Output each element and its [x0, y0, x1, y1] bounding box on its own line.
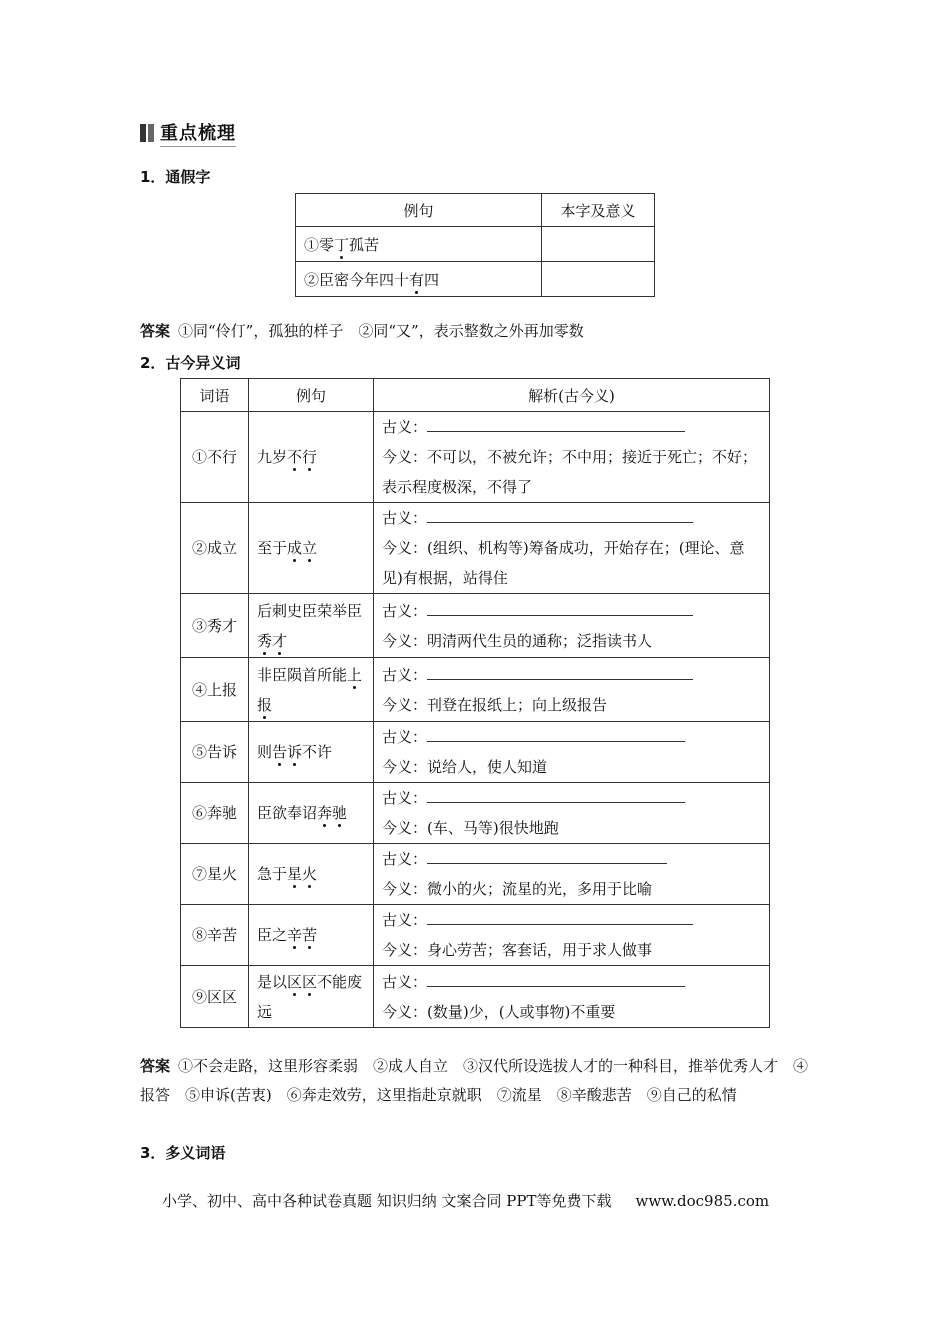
gu-line: [382, 967, 761, 997]
table-row: [296, 262, 655, 297]
jin-line: 今义：明清两代生员的通称；泛指读书人: [382, 631, 653, 650]
emphasis-char: 区: [302, 972, 318, 991]
emphasis-char: 告: [272, 743, 288, 761]
word-cell: ⑤告诉: [181, 722, 249, 783]
table-row: [181, 412, 770, 503]
col-header-meaning: 本字及意义: [542, 194, 655, 227]
jin-line: 今义：刊登在报纸上；向上级报告: [382, 695, 608, 714]
word-cell: ①不行: [181, 412, 249, 503]
emphasis-char: 上: [347, 665, 363, 684]
analysis-cell: [374, 783, 770, 844]
example-cell: ①零丁孤苦: [296, 227, 542, 262]
gu-label: 古义：: [382, 728, 428, 746]
gu-line: [382, 503, 761, 533]
tongjiazi-table: [295, 193, 655, 297]
jin-line: 今义：说给人，使人知道: [382, 758, 548, 776]
example-cell: [249, 783, 374, 844]
analysis-cell: [374, 658, 770, 722]
analysis-cell: [374, 966, 770, 1028]
answer-text: ①不会走路，这里形容柔弱 ②成人自立 ③汉代所设选拔人才的一种科目，推举优秀人才 ④报答 ⑤申诉(苦衷) ⑥奔走效劳，这里指赴京就职 ⑦流星 ⑧辛酸悲苦 ⑨自己的私情: [140, 1057, 809, 1104]
table-header-row: [181, 379, 770, 412]
section-marker-icon-secondary: [148, 124, 154, 142]
gu-label: 古义：: [382, 972, 428, 991]
word-cell: ⑦星火: [181, 844, 249, 905]
gu-label: 古义：: [382, 665, 428, 684]
table-row: [181, 658, 770, 722]
example-text-post: 不能废远: [257, 972, 363, 1021]
word-cell: ④上报: [181, 658, 249, 722]
answer-label: 答案: [140, 1057, 171, 1075]
gu-line: [382, 783, 761, 813]
analysis-cell: [374, 594, 770, 658]
emphasis-char: 丁: [334, 235, 350, 254]
word-cell: ②成立: [181, 503, 249, 594]
gu-answer-blank[interactable]: [427, 849, 667, 864]
example-cell: [249, 658, 374, 722]
gu-answer-blank[interactable]: [427, 601, 693, 616]
example-text-pre: 急于: [257, 865, 288, 883]
example-cell: [249, 966, 374, 1028]
example-cell: [249, 905, 374, 966]
analysis-cell: [374, 905, 770, 966]
gu-line: [382, 844, 761, 874]
table-header-row: [296, 194, 655, 227]
col-header-example: 例句: [249, 379, 374, 412]
gu-line: [382, 596, 761, 626]
col-header-word: 词语: [181, 379, 249, 412]
gu-label: 古义：: [382, 509, 428, 527]
gu-label: 古义：: [382, 911, 428, 929]
example-text-pre: 臣之: [257, 926, 288, 944]
example-text-pre: 则: [257, 743, 273, 761]
gu-answer-blank[interactable]: [427, 788, 685, 803]
table-row: [181, 905, 770, 966]
gu-answer-blank[interactable]: [427, 508, 693, 523]
example-cell: [249, 722, 374, 783]
example-cell: [249, 844, 374, 905]
example-cell: [249, 503, 374, 594]
section-marker-icon: [140, 124, 146, 142]
gu-answer-blank[interactable]: [427, 665, 693, 680]
emphasis-char: 成: [287, 539, 303, 557]
analysis-cell: [374, 722, 770, 783]
answer-blank-cell[interactable]: [542, 262, 655, 297]
jin-line: 今义：身心劳苦；客套话，用于求人做事: [382, 941, 653, 959]
example-text-pre: 后刺史臣荣举臣: [257, 601, 363, 620]
jin-line: 今义：(数量)少，(人或事物)不重要: [382, 1002, 616, 1021]
analysis-cell: [374, 412, 770, 503]
table-row: [181, 722, 770, 783]
emphasis-char: 行: [302, 448, 318, 466]
word-cell: ⑨区区: [181, 966, 249, 1028]
jin-line: 今义：(车、马等)很快地跑: [382, 819, 559, 837]
table-row: [181, 783, 770, 844]
emphasis-char: 星: [287, 865, 303, 883]
example-cell: [249, 412, 374, 503]
table-row: [296, 227, 655, 262]
emphasis-char: 报: [257, 695, 273, 714]
gu-answer-blank[interactable]: [427, 417, 685, 432]
gu-answer-blank[interactable]: [427, 727, 685, 742]
gu-label: 古义：: [382, 601, 428, 620]
emphasis-char: 有: [409, 270, 425, 289]
emphasis-char: 区: [287, 972, 303, 991]
heading-duoyici: 3．多义词语: [140, 1144, 226, 1162]
example-text-pre: 非臣陨首所能: [257, 665, 348, 684]
example-cell: ②臣密今年四十有四: [296, 262, 542, 297]
table-row: [181, 966, 770, 1028]
emphasis-char: 立: [302, 539, 318, 557]
gu-line: [382, 722, 761, 752]
jin-line: 今义：不可以，不被允许；不中用；接近于死亡；不好；表示程度极深，不得了: [382, 448, 758, 496]
jin-line: 今义：微小的火；流星的光，多用于比喻: [382, 880, 653, 898]
answer-blank-cell[interactable]: [542, 227, 655, 262]
gujinyiyi-table: [180, 378, 770, 1028]
example-text-pre: 臣欲奉诏: [257, 804, 318, 822]
table-row: [181, 503, 770, 594]
answer-text: ①同“伶仃”，孤独的样子 ②同“又”，表示整数之外再加零数: [178, 322, 584, 340]
section-header: [140, 120, 236, 146]
word-cell: ③秀才: [181, 594, 249, 658]
table-row: [181, 844, 770, 905]
emphasis-char: 奔: [317, 804, 333, 822]
footer-text: 小学、初中、高中各种试卷真题 知识归纳 文案合同 PPT等免费下载: [162, 1192, 612, 1210]
gu-line: [382, 412, 761, 442]
analysis-cell: [374, 844, 770, 905]
gu-answer-blank[interactable]: [427, 972, 685, 987]
col-header-analysis: 解析(古今义): [374, 379, 770, 412]
gu-label: 古义：: [382, 850, 428, 868]
emphasis-char: 不: [287, 448, 303, 466]
footer: [162, 1190, 769, 1211]
emphasis-char: 才: [272, 631, 288, 650]
heading-tongjiazi: 1．通假字: [140, 168, 211, 186]
word-cell: ⑧辛苦: [181, 905, 249, 966]
emphasis-char: 辛: [287, 926, 303, 944]
emphasis-char: 苦: [302, 926, 318, 944]
emphasis-char: 驰: [332, 804, 348, 822]
answer-label: 答案: [140, 322, 171, 340]
footer-site-link[interactable]: www.doc985.com: [635, 1192, 770, 1210]
col-header-example: 例句: [296, 194, 542, 227]
example-text-pre: 是以: [257, 972, 288, 991]
word-cell: ⑥奔驰: [181, 783, 249, 844]
emphasis-char: 诉: [287, 743, 303, 761]
analysis-cell: [374, 503, 770, 594]
answer-1: [140, 317, 812, 346]
example-text-pre: 至于: [257, 539, 288, 557]
gu-line: [382, 660, 761, 690]
table-row: [181, 594, 770, 658]
section-title: 重点梳理: [160, 119, 236, 147]
jin-line: 今义：(组织、机构等)筹备成功，开始存在；(理论、意见)有根据，站得住: [382, 539, 745, 587]
emphasis-char: 秀: [257, 631, 273, 650]
gu-answer-blank[interactable]: [427, 910, 693, 925]
gu-label: 古义：: [382, 418, 428, 436]
heading-gujinyiyi: 2．古今异义词: [140, 354, 241, 372]
example-text-post: 不许: [302, 743, 333, 761]
gu-line: [382, 905, 761, 935]
gu-label: 古义：: [382, 789, 428, 807]
example-cell: [249, 594, 374, 658]
answer-2: [140, 1052, 812, 1110]
example-text-pre: 九岁: [257, 448, 288, 466]
emphasis-char: 火: [302, 865, 318, 883]
